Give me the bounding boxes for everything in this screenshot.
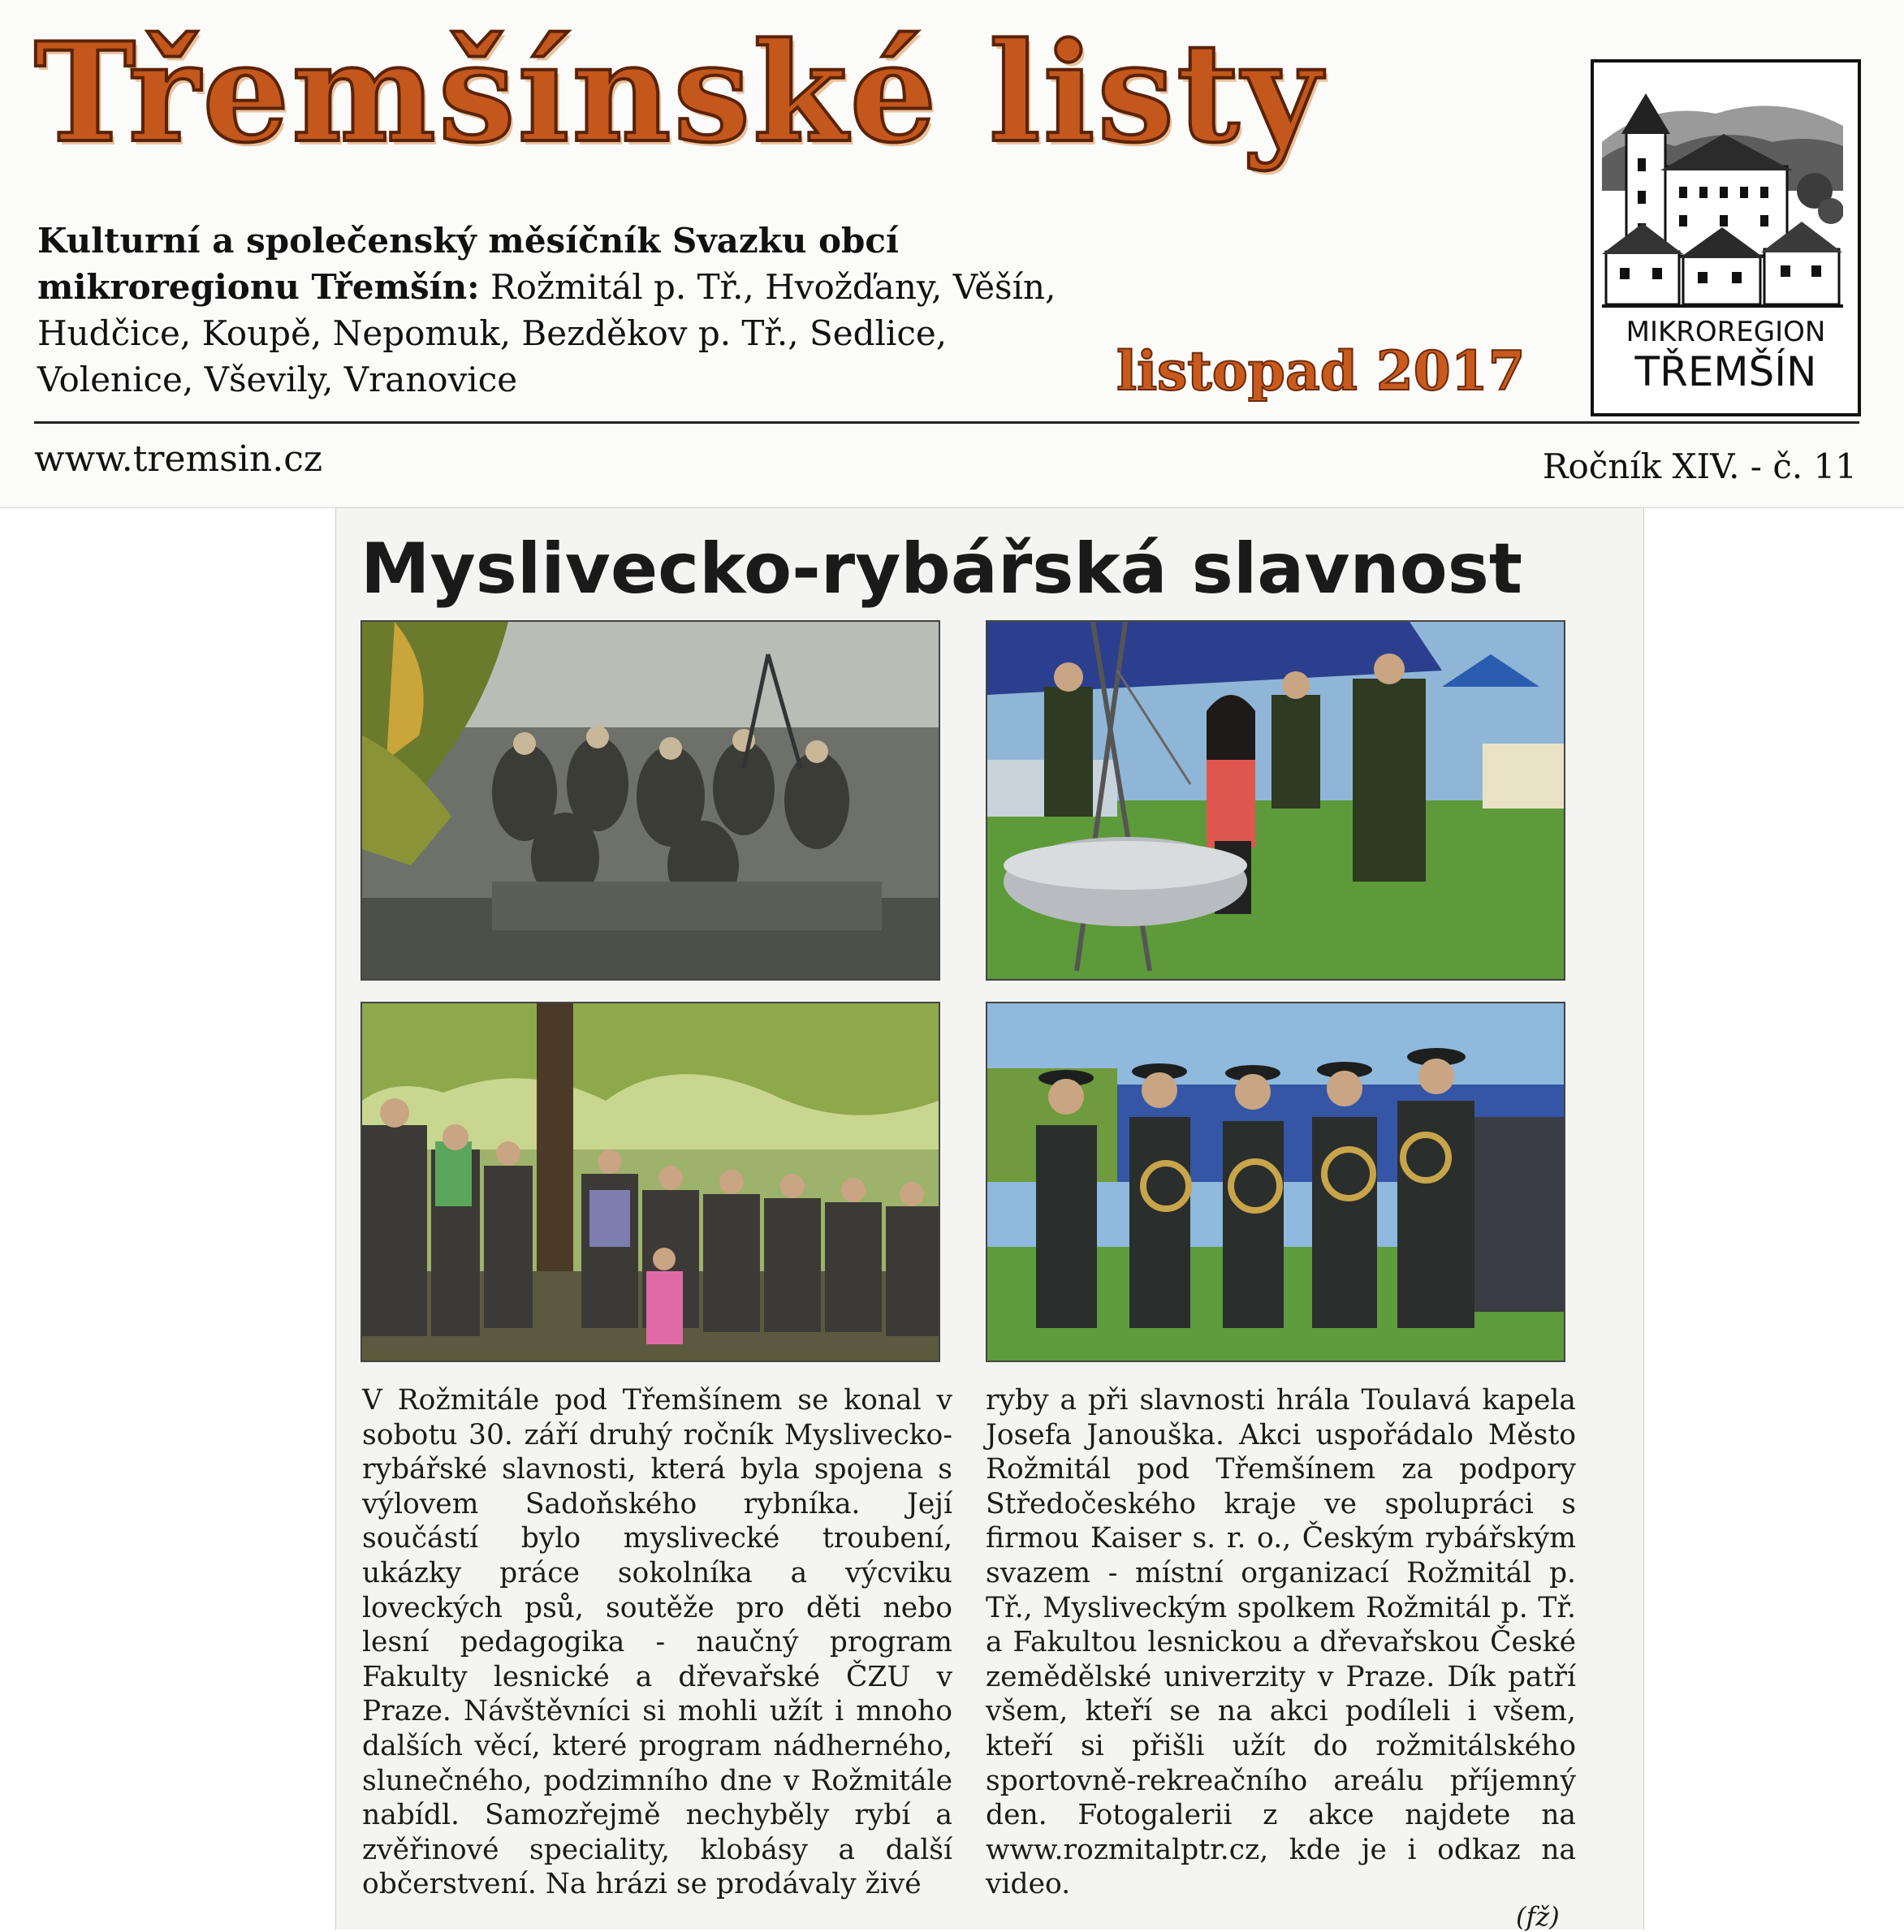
castle-illustration-icon (1602, 69, 1843, 313)
website-link[interactable]: www.tremsin.cz (34, 438, 323, 480)
article-clipping (335, 507, 1644, 1930)
logo-text-mikroregion: MIKROREGION (1626, 316, 1826, 348)
photo-fish-harvest (361, 620, 940, 981)
mikroregion-logo (1591, 59, 1861, 416)
photo-spectators (361, 1002, 940, 1362)
fish-harvest-photo-icon (362, 622, 939, 979)
newspaper-subtitle (37, 218, 1093, 403)
article-headline: Myslivecko-rybářská slavnost (361, 528, 1523, 610)
weighing-fish-photo-icon (987, 622, 1564, 979)
photo-weighing-fish (986, 620, 1565, 981)
photo-horn-players (986, 1002, 1565, 1362)
volume-number: Ročník XIV. - č. 11 (1542, 446, 1857, 486)
masthead (0, 0, 1904, 508)
horn-players-photo-icon (987, 1003, 1564, 1361)
logo-text-tremsin: TŘEMŠÍN (1634, 348, 1817, 395)
article-body-left-column: V Rožmitále pod Třemšínem se konal v sobotu 30. září druhý ročník Myslivecko-rybářské slavnosti, která byla spojena s výlovem Sadoňského rybníka. Její součástí bylo myslivecké troubení, ukázky práce sokolníka a výcviku loveckých psů, soutěže pro děti nebo lesní pedagogika - naučný program Fakulty lesnické a dřevařské ČZU v Praze. Návštěvníci si mohli užít i mnoho dalších věcí, které program nádherného, slunečného, podzimního dne v Rožmitále nabídl. Samozřejmě nechyběly rybí a zvěřinové speciality, klobásy a další občerstvení. Na hrázi se prodávaly živé (362, 1384, 952, 1901)
subtitle-bold: Kulturní a společenský měsíčník Svazku obcí mikroregionu Třemšín: (37, 221, 899, 307)
issue-date: listopad 2017 (1116, 339, 1526, 403)
subtitle-municipalities: Rožmitál p. Tř., Hvožďany, Věšín, Hudčice, Koupě, Nepomuk, Bezděkov p. Tř., Sedlice, Volenice, Vševily, Vranovice (37, 267, 1056, 399)
article-body-right-column: ryby a při slavnosti hrála Toulavá kapela Josefa Janouška. Akci uspořádalo Město Rožmitál pod Třemšínem za podpory Středočeského kraje ve spolupráci s firmou Kaiser s. r. o., Českým rybářským svazem - místní organizací Rožmitál p. Tř., Mysliveckým spolkem Rožmitál p. Tř. a Fakultou lesnickou a dřevařskou České zemědělské univerzity v Praze. Dík patří všem, kteří se na akci podíleli i všem, kteří si přišli užít do rožmitálského sportovně-rekreačního areálu příjemný den. Fotogalerii z akce najdete na www.rozmitalptr.cz, kde je i odkaz na video. (986, 1384, 1576, 1901)
masthead-divider (34, 421, 1859, 424)
spectators-photo-icon (362, 1003, 939, 1361)
author-signature: (fž) (1516, 1901, 1560, 1932)
newspaper-title: Třemšínské listy (34, 12, 1324, 173)
